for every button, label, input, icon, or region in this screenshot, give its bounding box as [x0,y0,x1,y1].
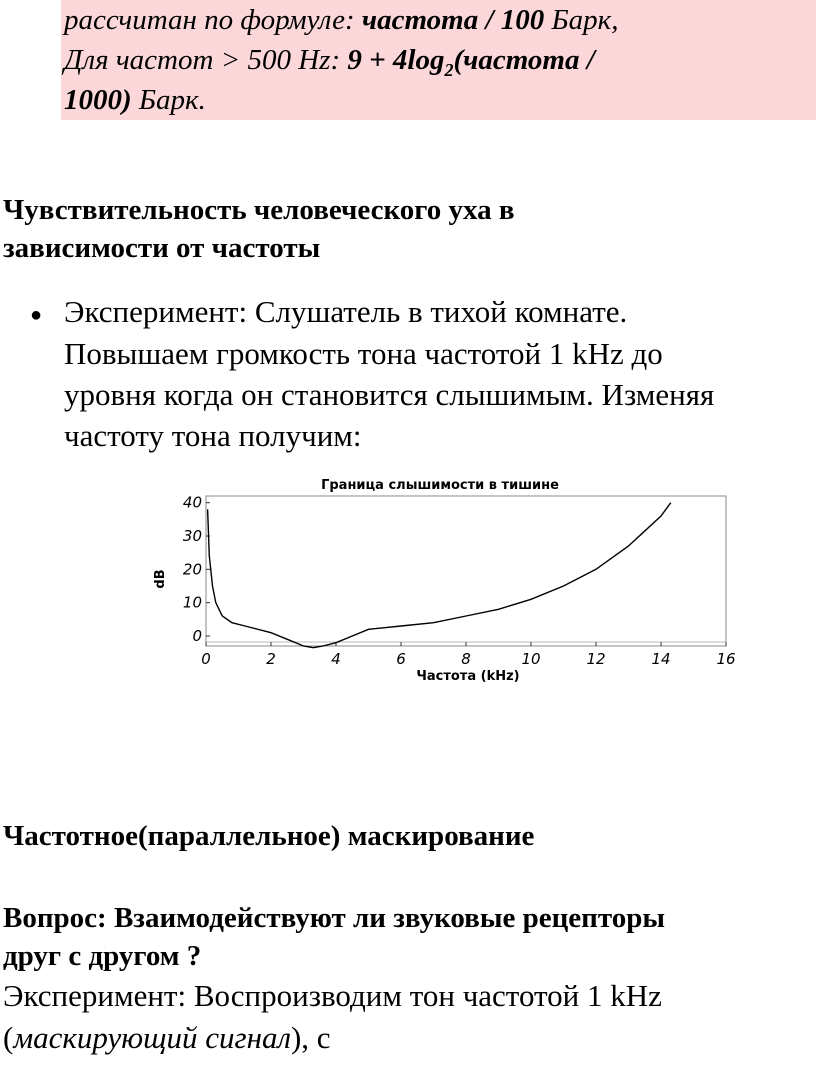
chart-x-tick-label: 16 [716,650,736,668]
question-line-1: Вопрос: Взаимодействуют ли звуковые рецепторы [3,902,666,934]
chart-y-tick-label: 30 [182,527,202,545]
formula-line-1: рассчитан по формуле: частота / 100 Барк, [64,4,619,36]
chart-x-tick-label: 10 [521,650,541,668]
chart-plot-frame [206,496,726,646]
chart-x-tick-label: 0 [201,650,211,668]
chart-y-tick-label: 10 [182,593,202,612]
hearing-threshold-chart [140,468,740,693]
bullet-text-line-1: Эксперимент: Слушатель в тихой комнате. [64,294,628,329]
bullet-dot: ● [30,304,43,326]
bullet-text-line-2: Повышаем громкость тона частотой 1 kHz до [64,336,663,371]
chart-x-tick-label: 2 [266,650,276,668]
chart-x-tick-label: 6 [396,650,406,668]
formula-line-3: 1000) Барк. [64,84,206,116]
section-heading-line-1: Чувствительность человеческого уха в [3,194,515,226]
chart-x-tick-label: 14 [651,650,671,668]
question-line-2: друг с другом ? [3,940,202,972]
experiment-line-1: Эксперимент: Воспроизводим тон частотой 1 kHz [3,978,662,1013]
chart-y-axis-label: dB [153,569,168,589]
chart-title: Граница слышимости в тишине [321,478,559,493]
masking-heading: Частотное(параллельное) маскирование [3,820,535,852]
chart-y-tick-label: 0 [192,627,202,645]
chart-x-tick-label: 12 [586,650,606,668]
chart-y-tick-label: 20 [182,560,202,579]
bullet-text-line-3: уровня когда он становится слышимым. Изменяя [64,377,715,412]
chart-y-tick-label: 40 [182,493,202,512]
chart-x-axis-label: Частота (kHz) [416,669,520,684]
chart-x-tick-label: 8 [461,650,471,668]
chart-x-tick-label: 4 [331,650,341,668]
section-heading-line-2: зависимости от частоты [3,232,321,264]
bullet-text-line-4: частоту тона получим: [64,418,362,453]
experiment-line-2: (маскирующий сигнал), с [3,1020,331,1055]
formula-line-2: Для частот > 500 Hz: $9 + 4\log_2(частота$ / [64,44,595,80]
